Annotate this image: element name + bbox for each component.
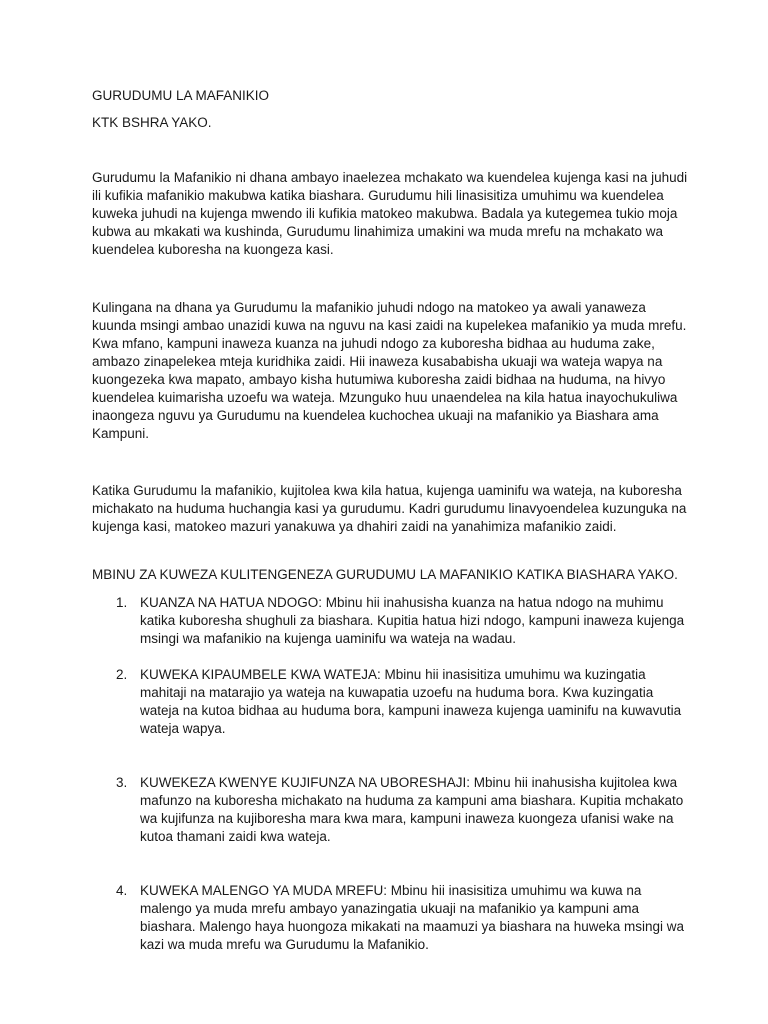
list-item-number: 4. bbox=[116, 883, 128, 898]
list-item bbox=[92, 882, 688, 954]
list-item bbox=[92, 594, 688, 648]
list-item bbox=[92, 666, 688, 738]
list-item-number: 3. bbox=[116, 775, 128, 790]
list-item-text: KUANZA NA HATUA NDOGO: Mbinu hii inahusisha kuanza na hatua ndogo na muhimu katika kuboresha shughuli za biashara. Kupitia hatua hizi ndogo, kampuni inaweza kujenga msingi wa mafanikio na kujenga uaminifu wa wateja na wadau. bbox=[140, 595, 685, 646]
paragraph-intro: Gurudumu la Mafanikio ni dhana ambayo inaelezea mchakato wa kuendelea kujenga kasi na juhudi ili kufikia mafanikio makubwa katika biashara. Gurudumu hili linasisitiza umuhimu wa kuendelea kuweka juhudi na kujenga mwendo ili kufikia matokeo makubwa. Badala ya kutegemea tukio moja kubwa au mkakati wa kushinda, Gurudumu linahimiza umakini wa muda mrefu na mchakato wa kuendelea kuboresha na kuongeza kasi. bbox=[92, 170, 688, 257]
list-item bbox=[92, 774, 688, 846]
steps-list bbox=[92, 594, 688, 954]
list-item-number: 1. bbox=[116, 595, 128, 610]
document-title: GURUDUMU LA MAFANIKIO bbox=[92, 88, 270, 103]
paragraph-summary: Katika Gurudumu la mafanikio, kujitolea kwa kila hatua, kujenga uaminifu wa wateja, na kuboresha michakato na huduma huchangia kasi ya gurudumu. Kadri gurudumu linavyoendelea kuzunguka na kujenga kasi, matokeo mazuri yanakuwa ya dhahiri zaidi na yanahimiza mafanikio zaidi. bbox=[92, 483, 687, 534]
list-item-text: KUWEKA KIPAUMBELE KWA WATEJA: Mbinu hii inasisitiza umuhimu wa kuzingatia mahitaji na matarajio ya wateja na kuwapatia uzoefu na huduma bora. Kwa kuzingatia wateja na kutoa bidhaa au huduma bora, kampuni inaweza kujenga uaminifu na kuwavutia wateja wapya. bbox=[140, 667, 682, 736]
list-item-number: 2. bbox=[116, 667, 128, 682]
paragraph-concept: Kulingana na dhana ya Gurudumu la mafanikio juhudi ndogo na matokeo ya awali yanaweza kuunda msingi ambao unazidi kuwa na nguvu na kasi zaidi na kupelekea mafanikio ya muda mrefu. Kwa mfano, kampuni inaweza kuanza na juhudi ndogo za kuboresha bidhaa au huduma zake, ambazo zinapelekea mteja kuridhika zaidi. Hii inaweza kusababisha ukuaji wa wateja wapya na kuongezeka kwa mapato, ambayo kisha hutumiwa kuboresha zaidi bidhaa na huduma, na hivyo kuendelea kuimarisha uzoefu wa wateja. Mzunguko huu unaendelea na kila hatua inayochukuliwa inaongeza nguvu ya Gurudumu na kuendelea kuchochea ukuaji na mafanikio ya Biashara ama Kampuni. bbox=[92, 300, 687, 441]
section-heading: MBINU ZA KUWEZA KULITENGENEZA GURUDUMU LA MAFANIKIO KATIKA BIASHARA YAKO. bbox=[92, 567, 678, 582]
document-subtitle: KTK BSHRA YAKO. bbox=[92, 115, 212, 130]
list-item-text: KUWEKEZA KWENYE KUJIFUNZA NA UBORESHAJI: Mbinu hii inahusisha kujitolea kwa mafunzo na kuboresha michakato na huduma za kampuni ama biashara. Kupitia mchakato wa kujifunza na kujiboresha mara kwa mara, kampuni inaweza kuongeza ufanisi wake na kutoa thamani zaidi kwa wateja. bbox=[140, 775, 684, 844]
list-item-text: KUWEKA MALENGO YA MUDA MREFU: Mbinu hii inasisitiza umuhimu wa kuwa na malengo ya muda mrefu ambayo yanazingatia ukuaji na mafanikio ya kampuni ama biashara. Malengo haya huongoza mikakati na maamuzi ya biashara na huweka msingi wa kazi wa muda mrefu wa Gurudumu la Mafanikio. bbox=[140, 883, 685, 952]
